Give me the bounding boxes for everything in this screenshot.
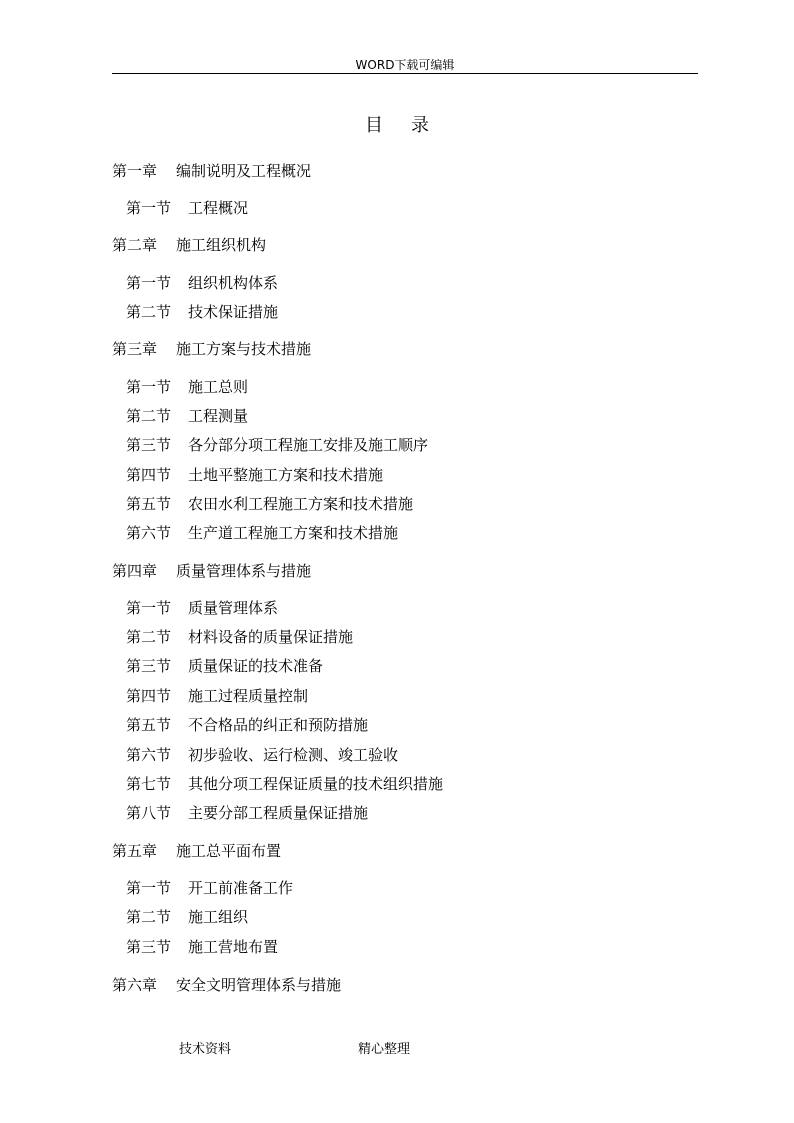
toc-entry-title: 施工总则: [188, 378, 249, 396]
toc-title-first: 目: [365, 115, 383, 136]
toc-entry-title: 生产道工程施工方案和技术措施: [188, 524, 399, 542]
toc-section-entry: [126, 435, 428, 455]
toc-entry-title: 组织机构体系: [188, 274, 279, 292]
toc-entry-title: 开工前准备工作: [188, 879, 294, 897]
toc-section-entry: [126, 715, 368, 735]
toc-section-entry: [126, 302, 278, 322]
toc-entry-title: 不合格品的纠正和预防措施: [188, 716, 369, 734]
toc-entry-number: 第六节: [126, 746, 172, 764]
toc-entry-title: 农田水利工程施工方案和技术措施: [188, 495, 414, 513]
toc-section-entry: [126, 198, 248, 218]
toc-entry-title: 施工组织: [188, 908, 249, 926]
toc-entry-number: 第二章: [112, 236, 158, 254]
toc-entry-number: 第二节: [126, 407, 172, 425]
toc-section-entry: [126, 774, 443, 794]
toc-section-entry: [126, 406, 248, 426]
toc-entry-number: 第一节: [126, 199, 172, 217]
toc-chapter-entry: [112, 235, 266, 255]
toc-entry-title: 施工总平面布置: [176, 842, 282, 860]
toc-section-entry: [126, 745, 398, 765]
toc-section-entry: [126, 686, 308, 706]
toc-section-entry: [126, 273, 278, 293]
toc-entry-number: 第三节: [126, 657, 172, 675]
toc-entry-number: 第六章: [112, 976, 158, 994]
toc-entry-title: 质量管理体系与措施: [176, 562, 312, 580]
page-header: WORD下载可编辑: [355, 58, 455, 72]
toc-entry-title: 初步验收、运行检测、竣工验收: [188, 746, 399, 764]
toc-entry-title: 材料设备的质量保证措施: [188, 628, 354, 646]
toc-entry-number: 第四节: [126, 687, 172, 705]
toc-entry-title: 工程概况: [188, 199, 249, 217]
toc-entry-number: 第四章: [112, 562, 158, 580]
toc-entry-title: 编制说明及工程概况: [176, 162, 312, 180]
footer-right: 精心整理: [358, 1042, 411, 1057]
toc-section-entry: [126, 598, 278, 618]
toc-entry-title: 施工营地布置: [188, 938, 279, 956]
toc-entry-number: 第二节: [126, 303, 172, 321]
toc-entry-title: 土地平整施工方案和技术措施: [188, 466, 384, 484]
toc-chapter-entry: [112, 339, 311, 359]
toc-title-second: 录: [411, 115, 429, 136]
toc-entry-title: 技术保证措施: [188, 303, 279, 321]
toc-chapter-entry: [112, 975, 341, 995]
toc-entry-number: 第二节: [126, 908, 172, 926]
toc-entry-number: 第七节: [126, 775, 172, 793]
toc-section-entry: [126, 803, 368, 823]
toc-entry-number: 第八节: [126, 804, 172, 822]
toc-entry-number: 第五节: [126, 716, 172, 734]
toc-section-entry: [126, 937, 278, 957]
toc-entry-title: 质量保证的技术准备: [188, 657, 324, 675]
toc-entry-number: 第五章: [112, 842, 158, 860]
toc-entry-number: 第三节: [126, 938, 172, 956]
toc-entry-title: 其他分项工程保证质量的技术组织措施: [188, 775, 444, 793]
toc-entry-title: 工程测量: [188, 407, 249, 425]
toc-chapter-entry: [112, 841, 281, 861]
toc-entry-title: 各分部分项工程施工安排及施工顺序: [188, 436, 429, 454]
toc-entry-title: 安全文明管理体系与措施: [176, 976, 342, 994]
toc-entry-number: 第一章: [112, 162, 158, 180]
toc-entry-title: 质量管理体系: [188, 599, 279, 617]
toc-entry-number: 第一节: [126, 274, 172, 292]
toc-chapter-entry: [112, 161, 311, 181]
toc-section-entry: [126, 465, 383, 485]
toc-entry-title: 主要分部工程质量保证措施: [188, 804, 369, 822]
toc-chapter-entry: [112, 561, 311, 581]
toc-entry-number: 第四节: [126, 466, 172, 484]
footer-left: 技术资料: [179, 1042, 232, 1057]
toc-entry-number: 第一节: [126, 378, 172, 396]
toc-section-entry: [126, 377, 248, 397]
toc-section-entry: [126, 878, 293, 898]
toc-entry-number: 第三节: [126, 436, 172, 454]
toc-entry-number: 第三章: [112, 340, 158, 358]
toc-section-entry: [126, 494, 413, 514]
toc-entry-number: 第六节: [126, 524, 172, 542]
toc-section-entry: [126, 523, 398, 543]
toc-entry-title: 施工方案与技术措施: [176, 340, 312, 358]
toc-section-entry: [126, 627, 353, 647]
toc-entry-title: 施工组织机构: [176, 236, 267, 254]
toc-section-entry: [126, 907, 248, 927]
toc-entry-number: 第五节: [126, 495, 172, 513]
toc-entry-number: 第二节: [126, 628, 172, 646]
toc-section-entry: [126, 656, 323, 676]
toc-entry-title: 施工过程质量控制: [188, 687, 309, 705]
toc-entry-number: 第一节: [126, 879, 172, 897]
toc-entry-number: 第一节: [126, 599, 172, 617]
